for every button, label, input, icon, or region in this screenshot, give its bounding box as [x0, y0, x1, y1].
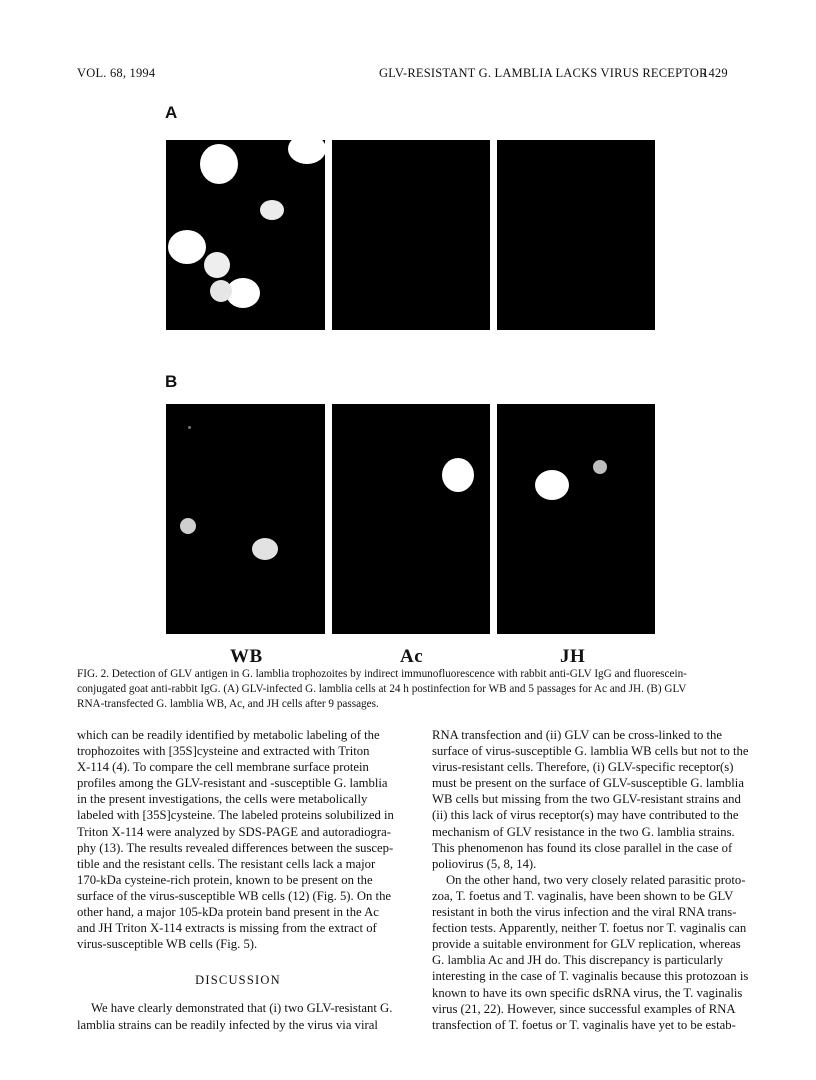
- volume-label: VOL. 68, 1994: [77, 66, 156, 80]
- cell-blob: [288, 140, 325, 164]
- body-line: mechanism of GLV resistance in the two G. lamblia strains.: [432, 824, 735, 839]
- body-line: surface of the virus-susceptible WB cells (12) (Fig. 5). On the: [77, 888, 392, 903]
- section-heading-discussion: DISCUSSION: [195, 973, 281, 988]
- body-line: zoa, T. foetus and T. vaginalis, have been shown to be GLV: [432, 888, 734, 903]
- column-label-ac: Ac: [400, 646, 424, 667]
- dust-speck: [188, 426, 191, 429]
- body-line: in the present investigations, the cells were metabolically: [77, 792, 368, 807]
- caption-line: FIG. 2. Detection of GLV antigen in G. lamblia trophozoites by indirect immunofluorescence with rabbit anti-GLV IgG and fluorescein-: [77, 668, 687, 680]
- body-line: and JH Triton X-114 extracts is missing from the extract of: [77, 921, 377, 936]
- body-line: transfection of T. foetus or T. vaginalis have yet to be estab-: [432, 1017, 736, 1032]
- cell-blob: [535, 470, 569, 500]
- caption-line: RNA-transfected G. lamblia WB, Ac, and JH cells after 9 passages.: [77, 698, 379, 710]
- body-line: must be present on the surface of GLV-susceptible G. lamblia: [432, 776, 744, 791]
- cell-blob: [180, 518, 196, 534]
- body-line: known to have its own specific dsRNA virus, the T. vaginalis: [432, 985, 743, 1000]
- body-line: 170-kDa cysteine-rich protein, known to be present on the: [77, 872, 373, 887]
- column-label-wb: WB: [230, 646, 263, 667]
- cell-blob: [210, 280, 232, 302]
- body-line: We have clearly demonstrated that (i) two GLV-resistant G.: [91, 1001, 393, 1016]
- cell-blob: [204, 252, 230, 278]
- body-line: RNA transfection and (ii) GLV can be cross-linked to the: [432, 728, 722, 742]
- body-line: profiles among the GLV-resistant and -susceptible G. lamblia: [77, 776, 388, 791]
- column-label-jh: JH: [560, 646, 586, 667]
- body-line: fection tests. Apparently, neither T. foetus nor T. vaginalis can: [432, 921, 747, 936]
- body-line: This phenomenon has found its close parallel in the case of: [432, 840, 733, 855]
- body-line: labeled with [35S]cysteine. The labeled proteins solubilized in: [77, 808, 394, 823]
- body-line: phy (13). The results revealed differences between the suscep-: [77, 840, 394, 855]
- page-number: 1429: [702, 66, 728, 80]
- body-line: On the other hand, two very closely related parasitic proto-: [446, 872, 746, 887]
- running-title: GLV-RESISTANT G. LAMBLIA LACKS VIRUS RECEPTOR: [379, 66, 708, 80]
- body-line: Triton X-114 were analyzed by SDS-PAGE and autoradiogra-: [77, 824, 391, 839]
- body-line: virus (21, 22). However, since successful examples of RNA: [432, 1001, 736, 1016]
- body-line: G. lamblia Ac and JH do. This discrepancy is particularly: [432, 953, 724, 968]
- cell-blob: [260, 200, 284, 220]
- body-line: X-114 (4). To compare the cell membrane surface protein: [77, 760, 369, 775]
- body-line: interesting in the case of T. vaginalis because this protozoan is: [432, 969, 749, 984]
- body-line: other hand, a major 105-kDa protein band present in the Ac: [77, 905, 379, 920]
- left-column: [77, 727, 399, 1033]
- panel-b-label: B: [165, 372, 178, 391]
- body-line: virus-susceptible WB cells (Fig. 5).: [77, 937, 258, 952]
- body-line: resistant in both the virus infection and the viral RNA trans-: [432, 905, 737, 920]
- cell-blob: [200, 144, 238, 184]
- micrograph-b-jh: [497, 404, 655, 634]
- micrograph-a-jh: [497, 140, 655, 330]
- body-line: surface of virus-susceptible G. lamblia WB cells but not to the: [432, 744, 749, 759]
- panel-a-label: A: [165, 103, 178, 122]
- body-line: lamblia strains can be readily infected by the virus via viral: [77, 1017, 378, 1032]
- body-line: WB cells but missing from the two GLV-resistant strains and: [432, 792, 741, 807]
- micrograph-b-ac: [332, 404, 490, 634]
- body-line: which can be readily identified by metabolic labeling of the: [77, 728, 380, 742]
- caption-line: conjugated goat anti-rabbit IgG. (A) GLV-infected G. lamblia cells at 24 h postinfection for WB and 5 passages for Ac and JH. (B) GLV: [77, 683, 687, 695]
- body-line: (ii) this lack of virus receptor(s) may have contributed to the: [432, 808, 739, 823]
- micrograph-a-wb: [166, 140, 325, 330]
- figure-caption: [77, 667, 737, 712]
- cell-blob: [442, 458, 474, 492]
- right-column: [432, 727, 754, 1033]
- body-line: trophozoites with [35S]cysteine and extracted with Triton: [77, 744, 370, 759]
- body-line: poliovirus (5, 8, 14).: [432, 856, 537, 871]
- body-line: virus-resistant cells. Therefore, (i) GLV-specific receptor(s): [432, 760, 734, 775]
- cell-blob: [252, 538, 278, 560]
- body-line: provide a suitable environment for GLV replication, whereas: [432, 937, 741, 952]
- micrograph-b-wb: [166, 404, 325, 634]
- cell-blob: [593, 460, 607, 474]
- cell-blob: [168, 230, 206, 264]
- body-line: tible and the resistant cells. The resistant cells lack a major: [77, 856, 376, 871]
- micrograph-a-ac: [332, 140, 490, 330]
